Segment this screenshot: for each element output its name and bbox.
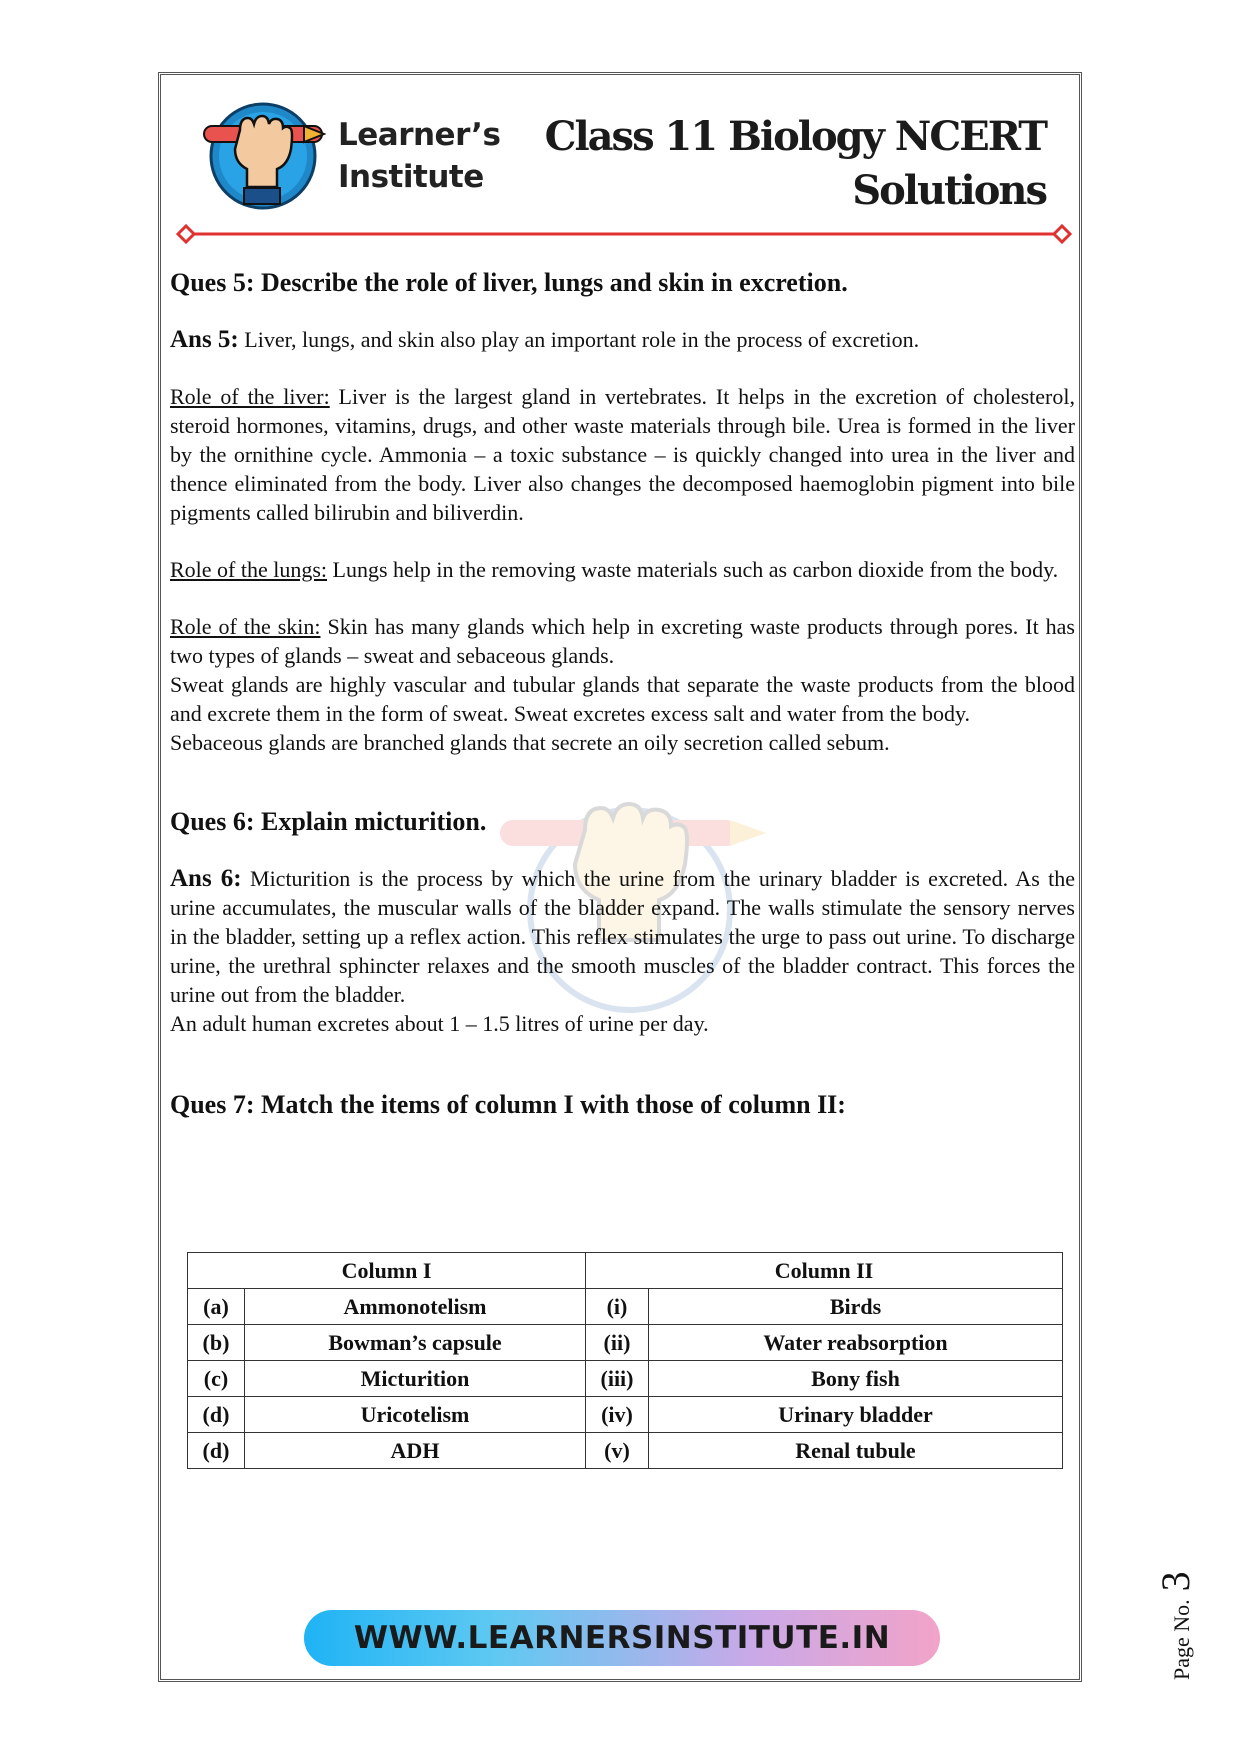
answer-6-paragraph [170, 864, 1075, 1009]
row-item-right: Water reabsorption [649, 1325, 1063, 1361]
row-item-left: ADH [245, 1433, 586, 1469]
skin-text: Skin has many glands which help in excreting waste products through pores. It has two types of glands – sweat and sebaceous glands. [170, 614, 1075, 668]
page-number-label: Page No. [1169, 1599, 1194, 1680]
row-item-left: Uricotelism [245, 1397, 586, 1433]
answer-6-label: Ans 6: [170, 865, 242, 892]
match-table [187, 1252, 1063, 1469]
brand-line-1: Learner’s [338, 117, 501, 153]
column-1-header: Column I [188, 1253, 586, 1289]
table-row [188, 1325, 1063, 1361]
lungs-text: Lungs help in the removing waste materials such as carbon dioxide from the body. [327, 557, 1059, 582]
answer-5-text: Liver, lungs, and skin also play an important role in the process of excretion. [238, 327, 920, 352]
row-item-right: Urinary bladder [649, 1397, 1063, 1433]
question-5: Ques 5: Describe the role of liver, lungs and skin in excretion. [170, 268, 848, 297]
title-line-2: Solutions [852, 167, 1046, 214]
lungs-label: Role of the lungs: [170, 557, 328, 582]
liver-text: Liver is the largest gland in vertebrates. It helps in the excretion of cholesterol, steroid hormones, vitamins, drugs, and other waste materials through bile. Urea is formed in the liver by the ornithine cycle. Ammonia – a toxic substance – is quickly changed into urea in the liver and thence eliminated from the body. Liver also changes the decomposed haemoglobin pigment into bile pigments called bilirubin and biliverdin. [170, 384, 1075, 525]
row-item-left: Ammonotelism [245, 1289, 586, 1325]
row-label-left: (c) [188, 1361, 245, 1397]
answer-6-text: Micturition is the process by which the urine from the urinary bladder is excreted. As the urine accumulates, the muscular walls of the bladder expand. The walls stimulate the sensory nerves in the bladder, setting up a reflex action. This reflex stimulates the urge to pass out urine. To discharge urine, the urethral sphincter relaxes and the smooth muscles of the bladder contract. This forces the urine out from the bladder. [170, 866, 1076, 1007]
row-item-right: Bony fish [649, 1361, 1063, 1397]
answer-6-extra: An adult human excretes about 1 – 1.5 litres of urine per day. [170, 1011, 709, 1036]
page-title [545, 110, 1046, 218]
row-item-left: Micturition [245, 1361, 586, 1397]
table-row [188, 1433, 1063, 1469]
liver-paragraph [170, 382, 1075, 527]
title-line-1: Class 11 Biology NCERT [544, 113, 1046, 160]
table-row [188, 1397, 1063, 1433]
column-2-header: Column II [586, 1253, 1063, 1289]
question-7: Ques 7: Match the items of column I with those of column II: [170, 1090, 846, 1119]
row-label-left: (a) [188, 1289, 245, 1325]
lungs-paragraph [170, 555, 1075, 584]
row-item-left: Bowman’s capsule [245, 1325, 586, 1361]
table-header-row [188, 1253, 1063, 1289]
header-divider [176, 224, 1072, 244]
website-link[interactable]: WWW.LEARNERSINSTITUTE.IN [304, 1610, 940, 1666]
sweat-paragraph: Sweat glands are highly vascular and tubular glands that separate the waste products from the blood and excrete them in the form of sweat. Sweat excretes excess salt and water from the body. [170, 672, 1075, 726]
fist-pen-logo-icon [200, 100, 326, 212]
row-label-left: (d) [188, 1397, 245, 1433]
answer-5-intro [170, 325, 1075, 354]
row-label-left: (d) [188, 1433, 245, 1469]
brand-name [338, 114, 500, 198]
liver-label: Role of the liver: [170, 384, 330, 409]
row-item-right: Birds [649, 1289, 1063, 1325]
row-label-left: (b) [188, 1325, 245, 1361]
sebaceous-paragraph: Sebaceous glands are branched glands that secrete an oily secretion called sebum. [170, 730, 890, 755]
answer-5-label: Ans 5: [170, 326, 239, 353]
row-label-right: (iv) [586, 1397, 649, 1433]
row-item-right: Renal tubule [649, 1433, 1063, 1469]
skin-paragraph [170, 612, 1075, 670]
main-content [170, 268, 1075, 1119]
table-row [188, 1361, 1063, 1397]
page-number [1152, 1571, 1199, 1680]
row-label-right: (i) [586, 1289, 649, 1325]
skin-label: Role of the skin: [170, 614, 321, 639]
brand-line-2: Institute [338, 159, 484, 195]
row-label-right: (v) [586, 1433, 649, 1469]
question-6: Ques 6: Explain micturition. [170, 807, 487, 836]
row-label-right: (iii) [586, 1361, 649, 1397]
page-number-value: 3 [1153, 1571, 1198, 1592]
table-row [188, 1289, 1063, 1325]
row-label-right: (ii) [586, 1325, 649, 1361]
